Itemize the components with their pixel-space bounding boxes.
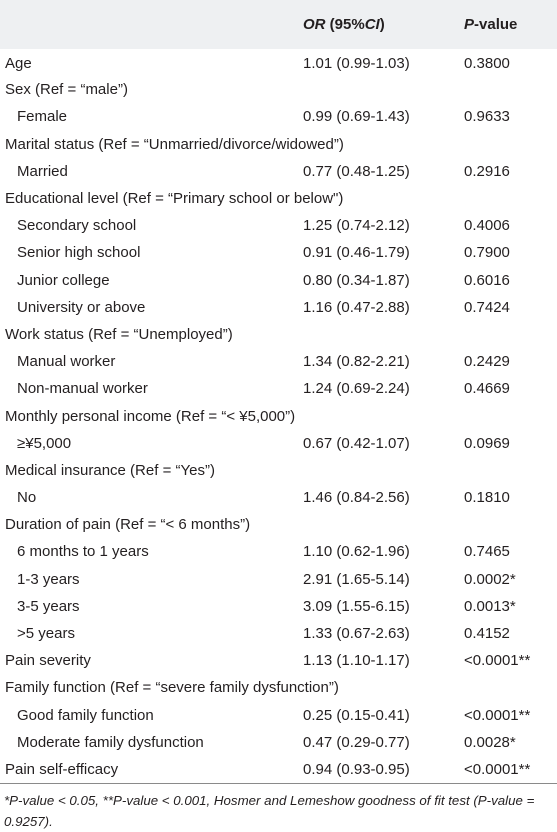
table-row: [0, 484, 557, 511]
row-label: Good family function: [17, 706, 154, 724]
table-row: [0, 402, 557, 429]
table-row: [0, 212, 557, 239]
row-p-value: 0.2916: [464, 162, 510, 180]
row-or-ci: 1.16 (0.47-2.88): [303, 298, 410, 316]
row-label: Senior high school: [17, 244, 141, 262]
row-label: Medical insurance (Ref = “Yes”): [5, 461, 215, 479]
row-or-ci: 0.77 (0.48-1.25): [303, 162, 410, 180]
row-or-ci: 0.94 (0.93-0.95): [303, 760, 410, 778]
row-or-ci: 3.09 (1.55-6.15): [303, 597, 410, 615]
header-or-label: OR: [303, 16, 326, 33]
row-p-value: [458, 321, 557, 348]
row-label: Female: [17, 108, 68, 126]
table-row: [0, 294, 557, 321]
row-p-value: [458, 674, 557, 701]
row-label: ≥¥5,000: [17, 434, 72, 452]
row-or-ci: 1.34 (0.82-2.21): [303, 353, 410, 371]
row-label: Secondary school: [17, 217, 137, 235]
row-p-value: <0.0001**: [464, 652, 531, 670]
row-p-value: 0.7465: [464, 543, 510, 561]
row-or-ci: 1.46 (0.84-2.56): [303, 489, 410, 507]
row-p-value: [458, 185, 557, 212]
row-label: Pain self-efficacy: [5, 760, 119, 778]
row-p-value: 0.0002*: [464, 570, 516, 588]
header-p-rest: -value: [474, 16, 518, 33]
table-row: [0, 158, 557, 185]
row-or-ci: 0.91 (0.46-1.79): [303, 244, 410, 262]
row-p-value: 0.2429: [464, 353, 510, 371]
row-p-value: [458, 511, 557, 538]
table-row: [0, 185, 557, 212]
row-label: Married: [17, 162, 68, 180]
row-p-value: 0.1810: [464, 489, 510, 507]
header-or-rest: (95%: [325, 16, 365, 33]
row-label: Pain severity: [5, 652, 91, 670]
table-row: [0, 620, 557, 647]
table-row: [0, 267, 557, 294]
row-p-value: [458, 131, 557, 158]
row-p-value: 0.0028*: [464, 733, 516, 751]
table-row: [0, 321, 557, 348]
table-row: [0, 457, 557, 484]
row-p-value: 0.4006: [464, 217, 510, 235]
table-row: [0, 131, 557, 158]
row-or-ci: 1.33 (0.67-2.63): [303, 625, 410, 643]
table-row: [0, 375, 557, 402]
row-label: Moderate family dysfunction: [17, 733, 204, 751]
header-or-close: ): [379, 16, 385, 33]
row-or-ci: 1.25 (0.74-2.12): [303, 217, 410, 235]
row-or-ci: 1.13 (1.10-1.17): [303, 652, 410, 670]
table-row: [0, 348, 557, 375]
header-row: [0, 0, 557, 49]
table-row: [0, 103, 557, 130]
table-row: [0, 647, 557, 674]
row-label: >5 years: [17, 625, 75, 643]
row-p-value: 0.0969: [464, 434, 510, 452]
row-label: 1-3 years: [17, 570, 80, 588]
row-or-ci: 1.10 (0.62-1.96): [303, 543, 410, 561]
row-p-value: 0.7424: [464, 298, 510, 316]
table-row: [0, 49, 557, 76]
table-footnote: *P-value < 0.05, **P-value < 0.001, Hosmer and Lemeshow goodness of fit test (P-value = 0.9257).: [4, 792, 535, 829]
table-row: [0, 239, 557, 266]
row-or-ci: [295, 76, 458, 103]
row-p-value: 0.7900: [464, 244, 510, 262]
row-label: Non-manual worker: [17, 380, 148, 398]
row-label: No: [17, 489, 37, 507]
row-or-ci: 0.99 (0.69-1.43): [303, 108, 410, 126]
row-label: 3-5 years: [17, 597, 80, 615]
row-or-ci: [295, 402, 458, 429]
table-row: [0, 538, 557, 565]
table-row: [0, 756, 557, 783]
row-p-value: 0.9633: [464, 108, 510, 126]
row-or-ci: 0.67 (0.42-1.07): [303, 434, 410, 452]
row-p-value: [458, 402, 557, 429]
row-or-ci: 1.01 (0.99-1.03): [303, 55, 410, 73]
table-header: [0, 0, 557, 49]
row-p-value: 0.0013*: [464, 597, 516, 615]
row-label: Educational level (Ref = “Primary school or below"): [5, 190, 344, 208]
row-or-ci: 0.25 (0.15-0.41): [303, 706, 410, 724]
row-or-ci: 2.91 (1.65-5.14): [303, 570, 410, 588]
header-p-label: P: [464, 16, 475, 33]
row-p-value: [458, 76, 557, 103]
row-or-ci: 0.47 (0.29-0.77): [303, 733, 410, 751]
table-row: [0, 566, 557, 593]
table-row: [0, 702, 557, 729]
header-or-ci: [295, 0, 458, 49]
row-label: 6 months to 1 years: [17, 543, 149, 561]
table-row: [0, 511, 557, 538]
row-or-ci: [295, 321, 458, 348]
row-label: Junior college: [17, 271, 110, 289]
table-row: [0, 76, 557, 103]
row-label: Sex (Ref = “male”): [5, 81, 128, 99]
header-variable: [0, 0, 295, 49]
row-or-ci: 1.24 (0.69-2.24): [303, 380, 410, 398]
row-label: Duration of pain (Ref = “< 6 months”): [5, 516, 251, 534]
table-row: [0, 593, 557, 620]
row-p-value: 0.4669: [464, 380, 510, 398]
row-or-ci: 0.80 (0.34-1.87): [303, 271, 410, 289]
row-p-value: 0.3800: [464, 55, 510, 73]
row-label: Work status (Ref = “Unemployed”): [5, 325, 233, 343]
table-row: [0, 674, 557, 701]
table-body: [0, 49, 557, 783]
row-label: Marital status (Ref = “Unmarried/divorce/widowed”): [5, 135, 344, 153]
row-p-value: <0.0001**: [464, 760, 531, 778]
row-label: University or above: [17, 298, 146, 316]
table-row: [0, 430, 557, 457]
row-p-value: 0.6016: [464, 271, 510, 289]
row-label: Manual worker: [17, 353, 116, 371]
row-label: Age: [5, 55, 32, 73]
row-label: Monthly personal income (Ref = “< ¥5,000”): [5, 407, 296, 425]
row-p-value: <0.0001**: [464, 706, 531, 724]
table-row: [0, 729, 557, 756]
row-or-ci: [295, 511, 458, 538]
row-p-value: 0.4152: [464, 625, 510, 643]
row-or-ci: [295, 457, 458, 484]
header-ci-label: CI: [364, 16, 380, 33]
header-p-value: [458, 0, 557, 49]
row-label: Family function (Ref = “severe family dysfunction”): [5, 679, 339, 697]
row-p-value: [458, 457, 557, 484]
